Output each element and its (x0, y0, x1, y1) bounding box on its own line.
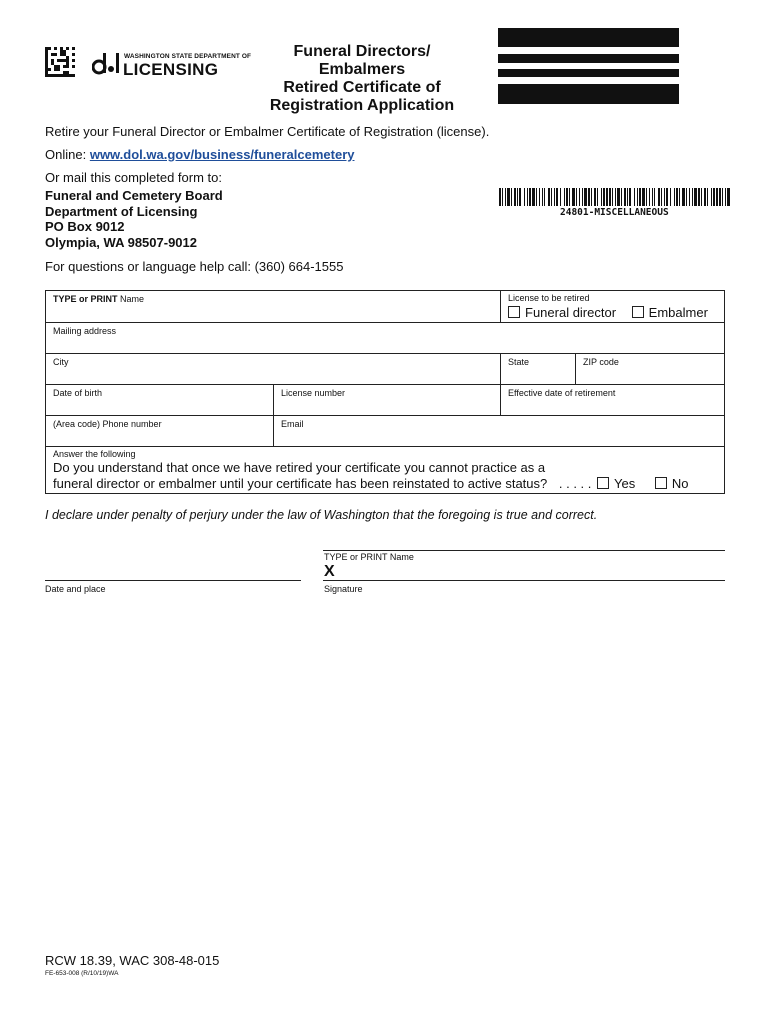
effective-date-field[interactable] (500, 385, 724, 415)
dob-field[interactable] (46, 385, 273, 415)
email-field[interactable] (273, 416, 724, 446)
answer-label: Answer the following (53, 449, 136, 459)
address-line: Olympia, WA 98507-9012 (45, 234, 197, 250)
name-field[interactable] (46, 291, 500, 322)
logo-licensing-text: LICENSING (123, 60, 219, 79)
type-print-name-label: TYPE or PRINT Name (324, 552, 414, 562)
name-line (323, 550, 725, 551)
phone-help-line: For questions or language help call: (360) 664-1555 (45, 259, 344, 274)
zip-label: ZIP code (583, 357, 619, 367)
datamatrix-code-icon (45, 46, 75, 78)
question-dots: . . . . . (558, 476, 592, 491)
barcode-icon (499, 188, 731, 206)
state-label: State (508, 357, 530, 367)
question-line-2: funeral director or embalmer until your certificate has been reinstated to active status? (53, 476, 548, 491)
effective-date-label: Effective date of retirement (508, 388, 616, 398)
dol-logo-icon (92, 50, 122, 76)
barcode-text: 24801-MISCELLANEOUS (560, 207, 669, 218)
name-label: Name (120, 294, 145, 304)
question-line-1: Do you understand that once we have retired your certificate you cannot practice as a (53, 460, 546, 475)
embalmer-checkbox[interactable] (632, 306, 644, 318)
online-line (45, 147, 354, 162)
question-line-2-row (53, 476, 717, 491)
date-place-label: Date and place (45, 584, 106, 594)
license-type-field (500, 291, 724, 322)
rcw-citation: RCW 18.39, WAC 308-48-015 (45, 953, 220, 968)
intro-text: Retire your Funeral Director or Embalmer Certificate of Registration (license). (45, 124, 490, 139)
license-number-label: License number (281, 388, 346, 398)
funeral-director-label: Funeral director (525, 305, 617, 320)
city-label: City (53, 357, 69, 367)
yes-label: Yes (614, 476, 636, 491)
form-row-contact (46, 416, 724, 447)
address-line: PO Box 9012 (45, 219, 125, 235)
mail-label: Or mail this completed form to: (45, 170, 222, 185)
address-line: Department of Licensing (45, 203, 198, 219)
address-line: Funeral and Cemetery Board (45, 188, 223, 203)
signature-x-mark: X (324, 563, 335, 580)
date-place-line[interactable] (45, 580, 301, 581)
logo-department-text: WASHINGTON STATE DEPARTMENT OF (124, 53, 252, 60)
embalmer-label: Embalmer (648, 305, 708, 320)
form-row-mailing (46, 323, 724, 354)
no-checkbox[interactable] (655, 477, 667, 489)
form-code: FE-653-008 (R/10/19)WA (45, 970, 119, 977)
dob-label: Date of birth (53, 388, 103, 398)
no-label: No (671, 476, 689, 491)
application-form (45, 290, 725, 494)
question-field (46, 447, 724, 493)
form-title: Funeral Directors/ Embalmers Retired Certificate of Registration Application (269, 43, 455, 114)
phone-label: (Area code) Phone number (53, 419, 162, 429)
signature-line[interactable] (323, 580, 725, 581)
zip-field[interactable] (575, 354, 724, 384)
signature-label: Signature (324, 584, 363, 594)
state-field[interactable] (500, 354, 575, 384)
form-row-city (46, 354, 724, 385)
perjury-declaration: I declare under penalty of perjury under the law of Washington that the foregoing is true and correct. (45, 508, 598, 522)
online-link[interactable]: www.dol.wa.gov/business/funeralcemetery (89, 147, 355, 162)
mailing-address-field[interactable] (46, 323, 724, 353)
email-label: Email (281, 419, 304, 429)
form-row-dob (46, 385, 724, 416)
online-label: Online: (45, 147, 87, 162)
yes-checkbox[interactable] (597, 477, 609, 489)
phone-field[interactable] (46, 416, 273, 446)
license-number-field[interactable] (273, 385, 500, 415)
license-retired-label: License to be retired (508, 293, 590, 303)
mailing-address-label: Mailing address (53, 326, 117, 336)
city-field[interactable] (46, 354, 500, 384)
form-row-name (46, 291, 724, 323)
mailing-address-block (45, 188, 223, 250)
name-label-bold: TYPE or PRINT (53, 294, 118, 304)
form-row-question (46, 447, 724, 493)
funeral-director-checkbox[interactable] (508, 306, 520, 318)
